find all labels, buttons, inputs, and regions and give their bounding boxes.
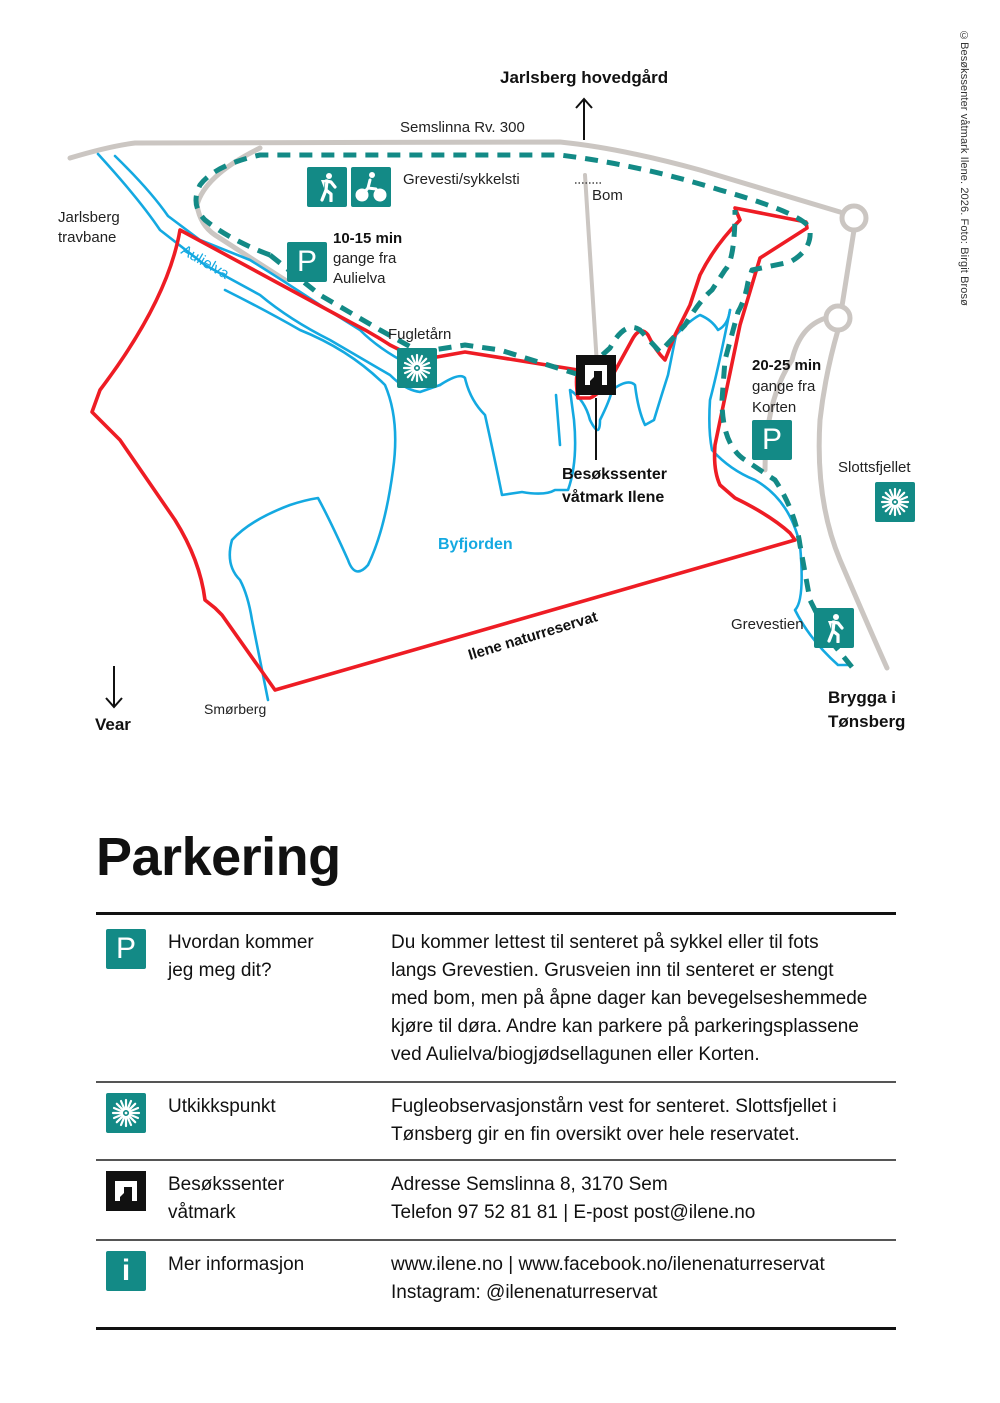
- racetrack-label: Jarlsberg travbane: [58, 209, 120, 246]
- row-body: [391, 1251, 896, 1327]
- arrow-up-icon: [574, 96, 594, 142]
- bird-tower-label: Fugletårn: [388, 326, 452, 343]
- parking-korten-desc-2: Korten: [752, 399, 797, 416]
- row-body: Du kommer lettest til senteret på sykkel eller til fots langs Grevestien. Grusveien inn til senteret er stengt med bom, men på åpne dager kan bevegelseshemmede kjøre til døra. Andre kan parkere på parkeringsplassene ved Aulielva/biogjødsellagunen eller Korten.: [391, 932, 868, 1065]
- parking-icon: P: [106, 929, 146, 969]
- river-label: Aulielva: [178, 241, 232, 283]
- slottsfjellet-label: Slottsfjellet: [838, 459, 911, 476]
- visitor-center-icon: [576, 355, 616, 395]
- visitor-center-label-2: våtmark Ilene: [562, 489, 665, 506]
- south-destination-label-2: Tønsberg: [828, 712, 906, 731]
- row-body: Fugleobservasjonstårn vest for senteret. Slottsfjellet i Tønsberg gir en fin oversikt over hele reservatet.: [391, 1096, 837, 1145]
- reserve-border: [92, 208, 807, 690]
- trail-label: Grevesti/sykkelsti: [403, 171, 520, 188]
- fjord-label: Byfjorden: [438, 536, 513, 553]
- smorberg-label: Smørberg: [204, 701, 267, 717]
- visitor-center-label-1: Besøkssenter: [562, 466, 667, 483]
- parking-korten-desc-1: gange fra: [752, 378, 816, 395]
- visitor-center-icon: [106, 1171, 146, 1211]
- row-heading: Utkikkspunkt: [168, 1096, 276, 1117]
- parking-aulielva-time: 10-15 min: [333, 230, 403, 247]
- parking-aulielva-desc-1: gange fra: [333, 250, 397, 267]
- hiker-icon: [307, 167, 347, 207]
- info-table: [96, 912, 896, 1330]
- reserve-name-label: Ilene naturreservat: [466, 608, 600, 664]
- road-label: Semslinna Rv. 300: [400, 119, 525, 136]
- row-heading: Hvordan kommer jeg meg dit?: [168, 932, 314, 981]
- row-body: Adresse Semslinna 8, 3170 Sem Telefon 97 52 81 81 | E-post post@ilene.no: [391, 1171, 896, 1239]
- arrow-down-icon: [104, 664, 124, 710]
- row-heading: Mer informasjon: [168, 1254, 305, 1275]
- divider: [96, 1327, 896, 1330]
- parking-korten-icon: P: [752, 420, 792, 460]
- info-row-visitor-center: [96, 1161, 896, 1239]
- row-heading: Besøkssenter våtmark: [168, 1174, 285, 1223]
- grevestien-label: Grevestien: [731, 616, 804, 633]
- contact-line[interactable]: Telefon 97 52 81 81 | E-post post@ilene.no: [391, 1202, 756, 1223]
- grevestien-hiker-icon: [814, 608, 854, 648]
- north-destination-label: Jarlsberg hovedgård: [500, 68, 669, 87]
- parking-aulielva-icon: P: [287, 242, 327, 282]
- info-row-more-info: [96, 1241, 896, 1327]
- website-links[interactable]: www.ilene.no | www.facebook.no/ilenenaturreservat: [391, 1254, 825, 1275]
- southwest-destination-label: Vear: [95, 715, 131, 734]
- bird-tower-viewpoint-icon: [397, 348, 437, 388]
- viewpoint-icon: [106, 1093, 146, 1133]
- info-icon: i: [106, 1251, 146, 1291]
- info-row-viewpoint: [96, 1083, 896, 1159]
- slottsfjellet-viewpoint-icon: [875, 482, 915, 522]
- gate-label: Bom: [592, 187, 623, 204]
- south-destination-label-1: Brygga i: [828, 688, 897, 707]
- parking-korten-time: 20-25 min: [752, 357, 822, 374]
- parking-aulielva-desc-2: Aulielva: [333, 270, 386, 287]
- info-row-parking: [96, 915, 896, 1081]
- bicycle-icon: [351, 167, 391, 207]
- section-title: Parkering: [96, 827, 341, 887]
- photo-credit: ©Besøkssenter våtmark Ilene. 2026. Foto: Birgit Brosø: [958, 30, 970, 306]
- instagram-link[interactable]: Instagram: @ilenenaturreservat: [391, 1282, 658, 1303]
